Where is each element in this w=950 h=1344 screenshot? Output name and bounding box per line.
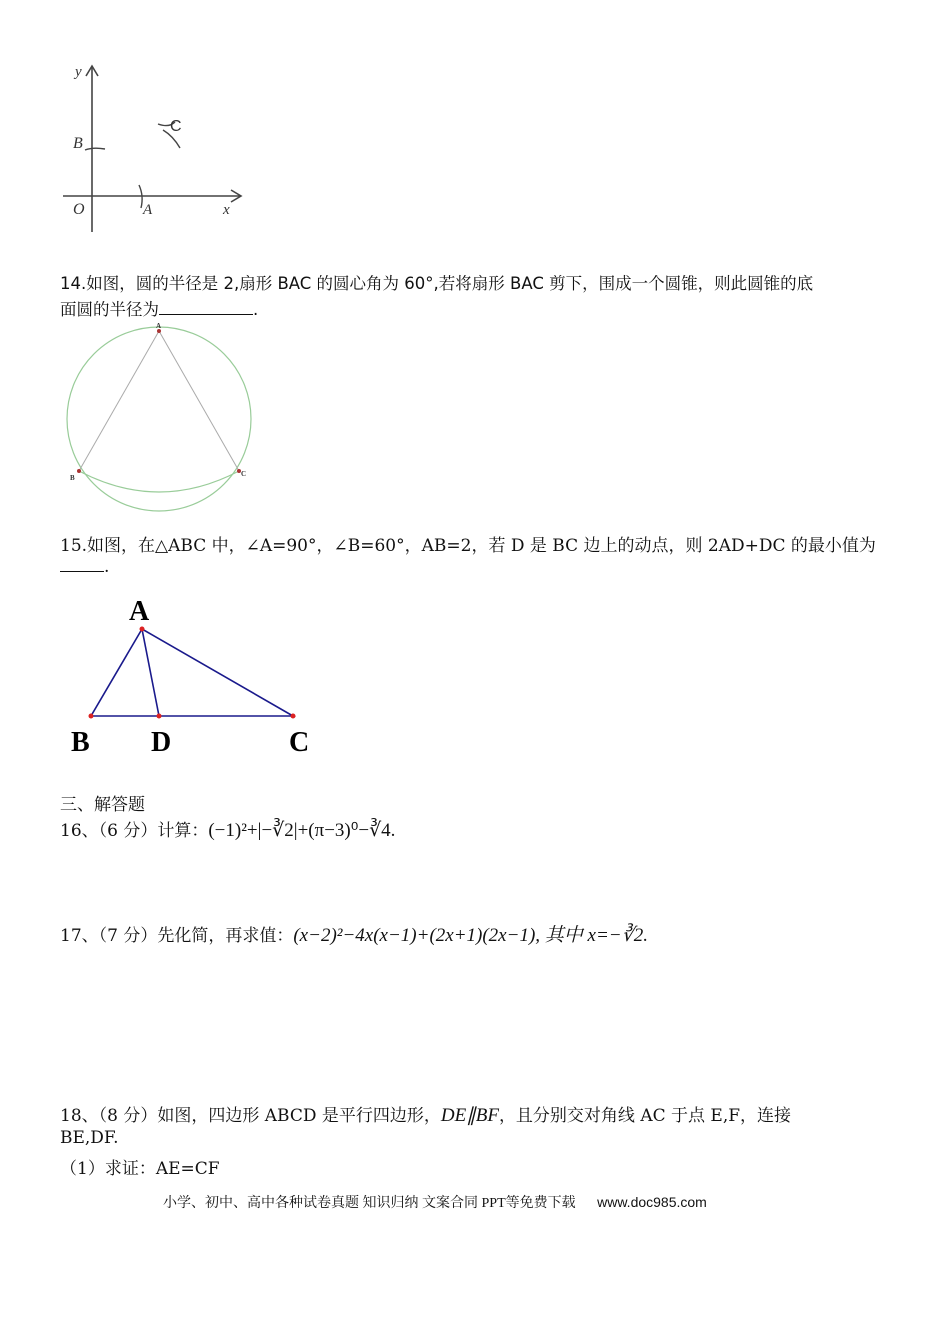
a-label: A bbox=[143, 202, 153, 218]
q17 bbox=[60, 920, 648, 947]
sector-side-ac bbox=[159, 331, 239, 471]
q18-prefix: 18、（8 分）如图，四边形 ABCD 是平行四边形， bbox=[60, 1106, 441, 1126]
arc-at-b bbox=[85, 148, 105, 150]
q18-suffix: ，且分别交对角线 AC 于点 E,F，连接 bbox=[498, 1106, 792, 1126]
label-b: B bbox=[70, 474, 75, 482]
label-c: C bbox=[289, 727, 310, 758]
q18-part1: （1）求证：AE=CF bbox=[60, 1159, 220, 1179]
y-label: y bbox=[75, 64, 82, 80]
triangle-abc bbox=[91, 629, 293, 716]
sector-arc bbox=[79, 471, 239, 492]
footer-url[interactable]: www.doc985.com bbox=[597, 1194, 707, 1210]
coordinate-figure bbox=[55, 58, 255, 238]
sector-side-ab bbox=[79, 331, 159, 471]
q18-expression: DE∥BF bbox=[440, 1105, 499, 1126]
label-a: A bbox=[129, 596, 150, 627]
section-title: 三、解答题 bbox=[60, 795, 145, 815]
b-label: B bbox=[73, 135, 83, 152]
q16 bbox=[60, 816, 395, 842]
label-b: B bbox=[71, 727, 90, 758]
q18-line1 bbox=[60, 1101, 791, 1127]
q17-prefix: 17、（7 分）先化简，再求值： bbox=[60, 926, 294, 946]
c-label: C bbox=[170, 118, 182, 135]
q15-line1: 15.如图，在△ABC 中，∠A=90°，∠B=60°，AB=2，若 D 是 BC 边上的动点，则 2AD+DC 的最小值为 bbox=[60, 536, 876, 556]
q17-expression: (x−2)²−4x(x−1)+(2x+1)(2x−1), 其中 x=−∛2. bbox=[293, 925, 648, 946]
point-d bbox=[157, 714, 162, 719]
answer-blank[interactable] bbox=[159, 300, 253, 315]
footer bbox=[163, 1192, 707, 1212]
point-c bbox=[291, 714, 296, 719]
sector-figure bbox=[58, 318, 263, 523]
q18-line2: BE,DF. bbox=[60, 1128, 119, 1148]
q14-line2-suffix: . bbox=[253, 300, 259, 319]
q16-expression: (−1)²+|−∛2|+(π−3)⁰−∛4. bbox=[208, 820, 396, 841]
segment-ad bbox=[142, 629, 159, 716]
point-a bbox=[140, 627, 145, 632]
point-b bbox=[89, 714, 94, 719]
point-b bbox=[77, 469, 81, 473]
label-a: A bbox=[156, 322, 162, 330]
q15-answer-blank[interactable] bbox=[60, 559, 104, 572]
label-c: C bbox=[241, 470, 247, 478]
q14-line1: 14.如图，圆的半径是 2,扇形 BAC 的圆心角为 60°,若将扇形 BAC 剪下，围成一个圆锥，则此圆锥的底 bbox=[60, 274, 814, 293]
footer-text: 小学、初中、高中各种试卷真题 知识归纳 文案合同 PPT等免费下载 bbox=[163, 1196, 576, 1211]
q16-prefix: 16、（6 分）计算： bbox=[60, 821, 209, 841]
label-d: D bbox=[151, 727, 172, 758]
triangle-figure bbox=[60, 590, 330, 765]
q15-line2-suffix: . bbox=[104, 557, 110, 577]
q15-line2 bbox=[60, 557, 109, 577]
origin-label: O bbox=[73, 201, 85, 218]
x-label: x bbox=[223, 202, 230, 218]
q14-line2 bbox=[60, 296, 258, 320]
outer-circle bbox=[67, 327, 251, 511]
q14-line2-prefix: 面圆的半径为 bbox=[60, 300, 159, 319]
